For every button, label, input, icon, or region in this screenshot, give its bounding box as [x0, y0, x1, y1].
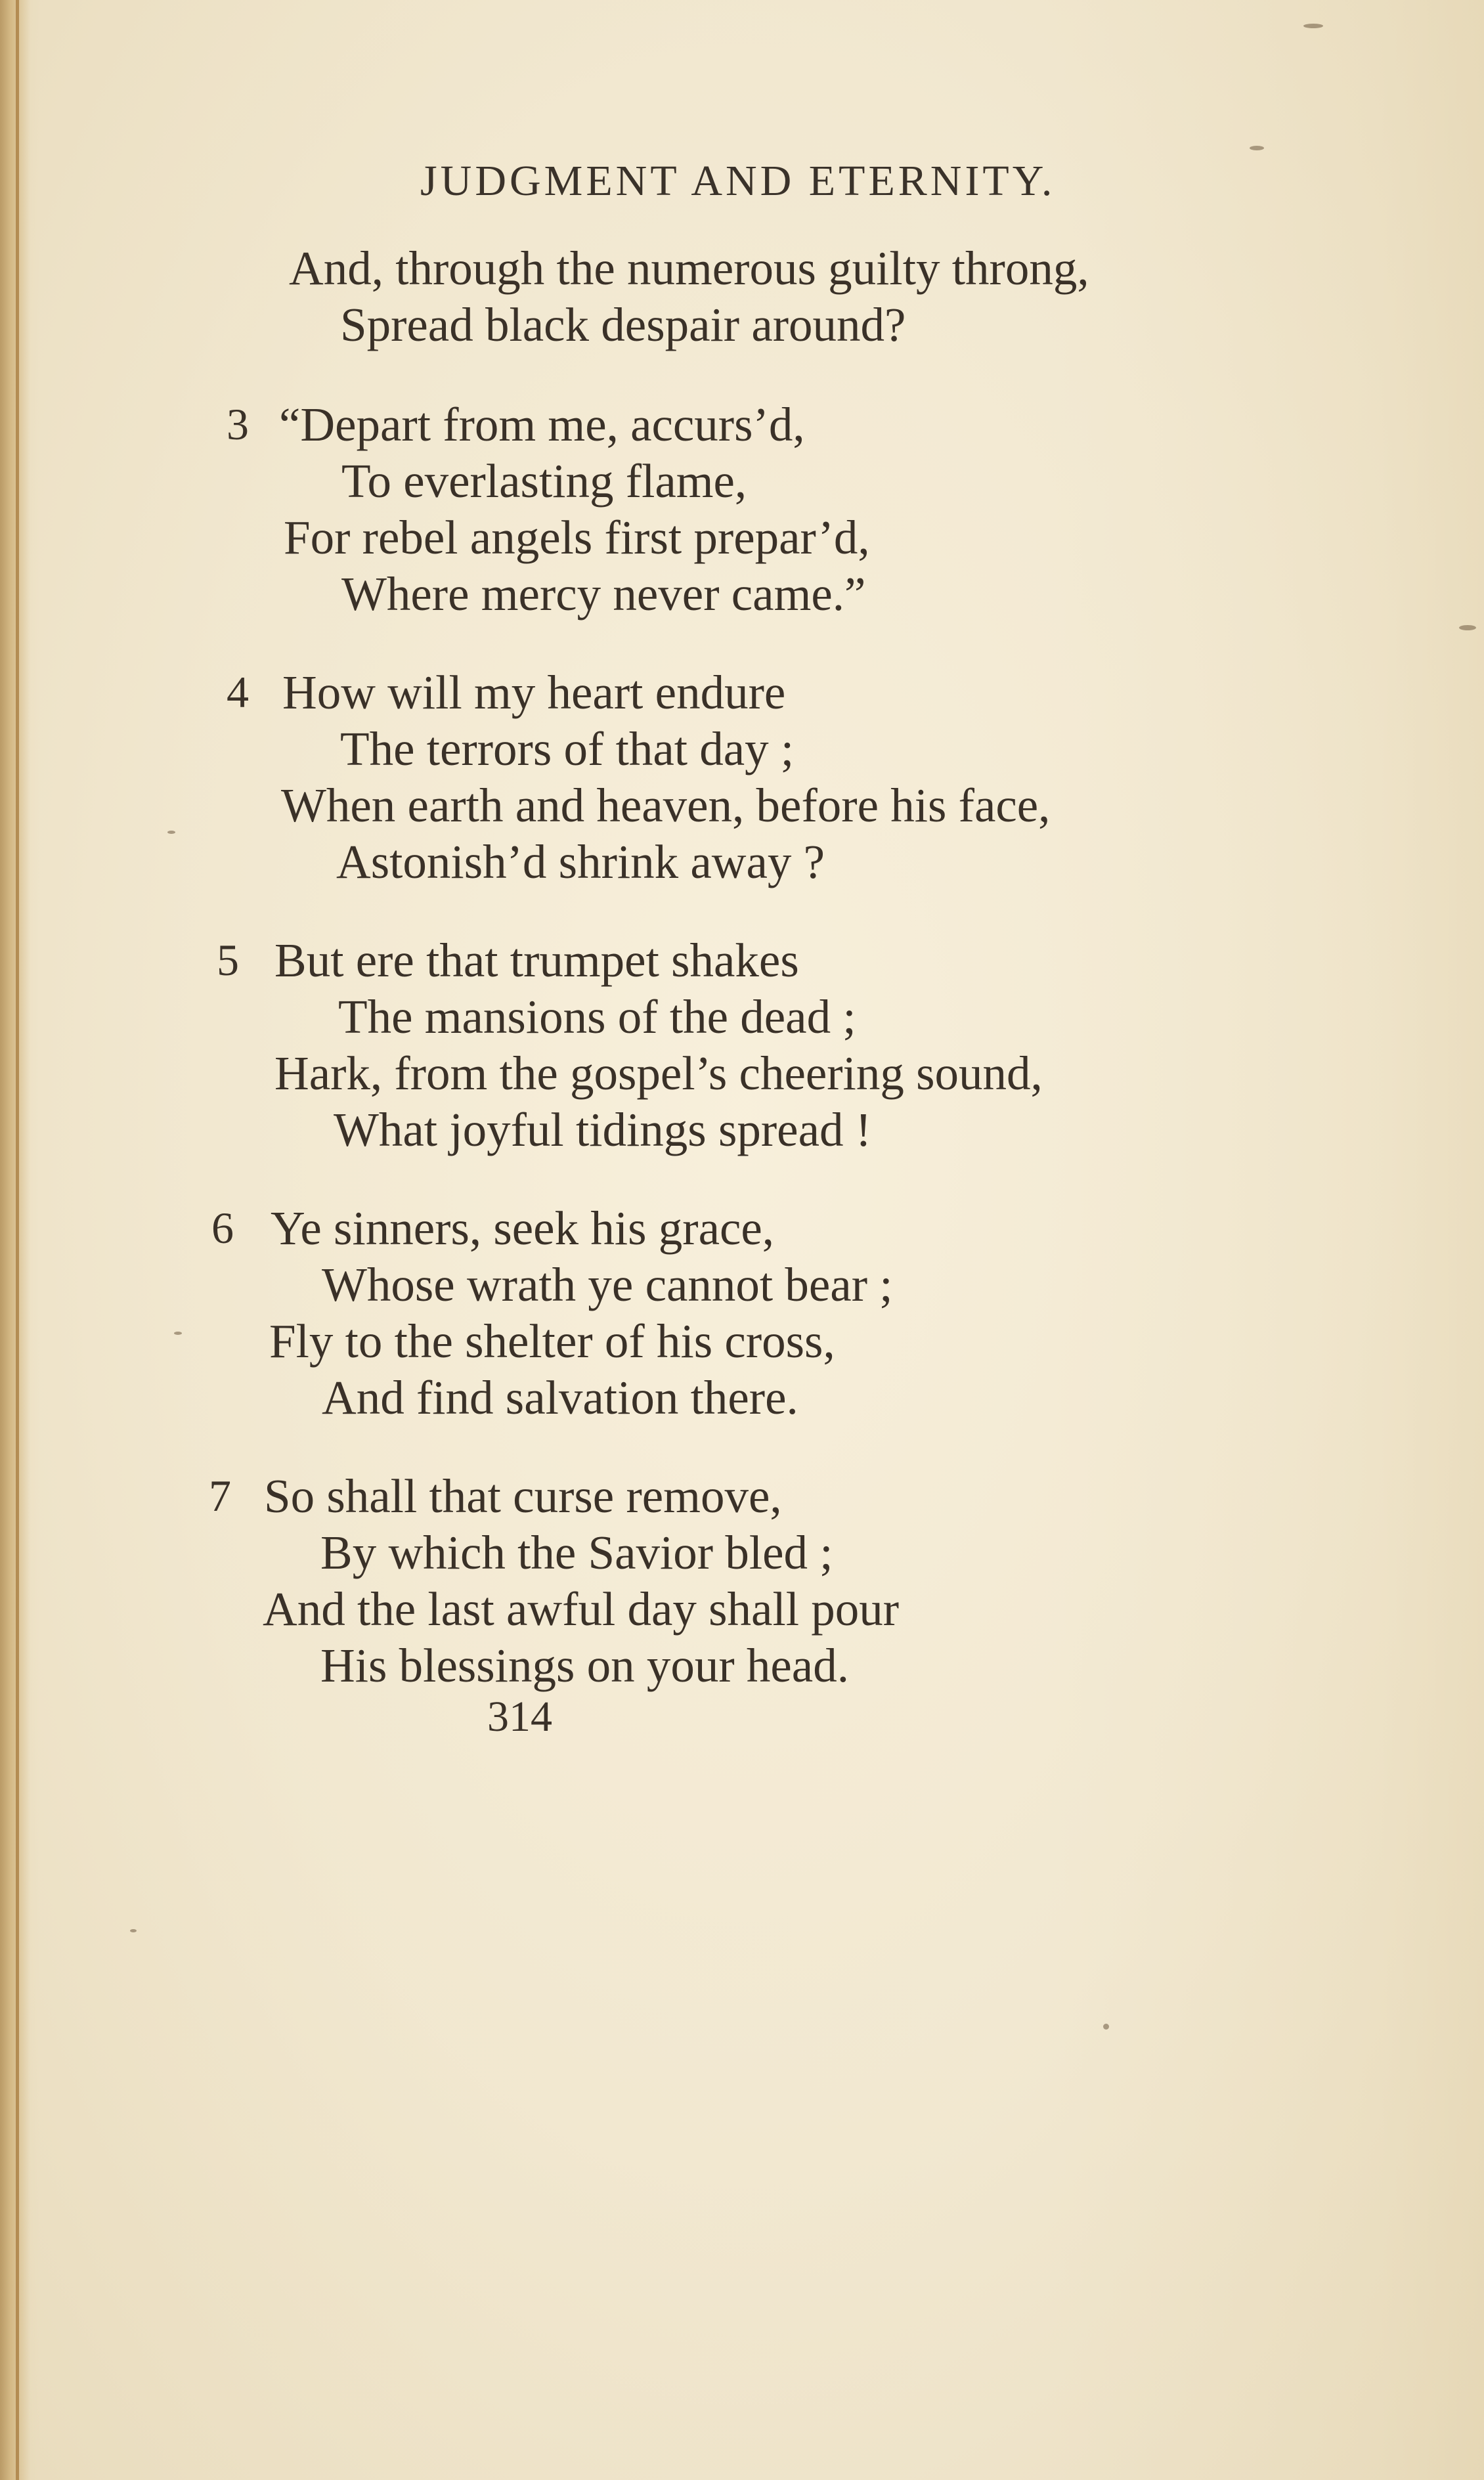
- verse-line: And, through the numerous guilty throng,: [289, 242, 1089, 295]
- paper-speck: [167, 831, 175, 834]
- paper-speck: [174, 1332, 182, 1335]
- stanza-number: 3: [227, 399, 249, 449]
- paper-speck: [1250, 146, 1264, 150]
- stanza-number: 4: [227, 667, 249, 717]
- paper-speck: [1103, 2024, 1109, 2030]
- verse-line: What joyful tidings spread !: [334, 1103, 872, 1156]
- verse-line: Spread black despair around?: [340, 298, 906, 351]
- page-spine-edge: [0, 0, 30, 2480]
- stanza-number: 6: [211, 1203, 234, 1253]
- running-head: JUDGMENT AND ETERNITY.: [420, 157, 1056, 205]
- verse-line: Fly to the shelter of his cross,: [269, 1315, 835, 1368]
- verse-line: How will my heart endure: [282, 666, 786, 719]
- stanza-number: 7: [209, 1471, 231, 1521]
- verse-line: To everlasting flame,: [341, 454, 747, 508]
- verse-line: The terrors of that day ;: [340, 722, 795, 775]
- verse-line: When earth and heaven, before his face,: [281, 779, 1051, 832]
- verse-line: By which the Savior bled ;: [320, 1526, 833, 1579]
- verse-line: “Depart from me, accurs’d,: [279, 398, 805, 451]
- binding-line: [16, 0, 19, 2480]
- stanza-number: 5: [217, 935, 239, 985]
- verse-line: For rebel angels first prepar’d,: [284, 511, 870, 564]
- verse-line: Where mercy never came.”: [341, 567, 866, 620]
- verse-line: So shall that curse remove,: [264, 1469, 782, 1523]
- verse-line: But ere that trumpet shakes: [274, 934, 799, 987]
- verse-line: And the last awful day shall pour: [263, 1582, 900, 1636]
- verse-line: The mansions of the dead ;: [338, 990, 856, 1043]
- verse-line: Ye sinners, seek his grace,: [271, 1202, 775, 1255]
- verse-line: His blessings on your head.: [320, 1639, 849, 1692]
- verse-line: Hark, from the gospel’s cheering sound,: [274, 1047, 1043, 1100]
- paper-speck: [1303, 24, 1323, 28]
- verse-line: And find salvation there.: [322, 1371, 798, 1424]
- verse-line: Whose wrath ye cannot bear ;: [322, 1258, 893, 1311]
- paper-speck: [130, 1929, 137, 1932]
- paper-speck: [1459, 625, 1476, 630]
- verse-line: Astonish’d shrink away ?: [336, 835, 825, 888]
- page-number: 314: [487, 1693, 552, 1741]
